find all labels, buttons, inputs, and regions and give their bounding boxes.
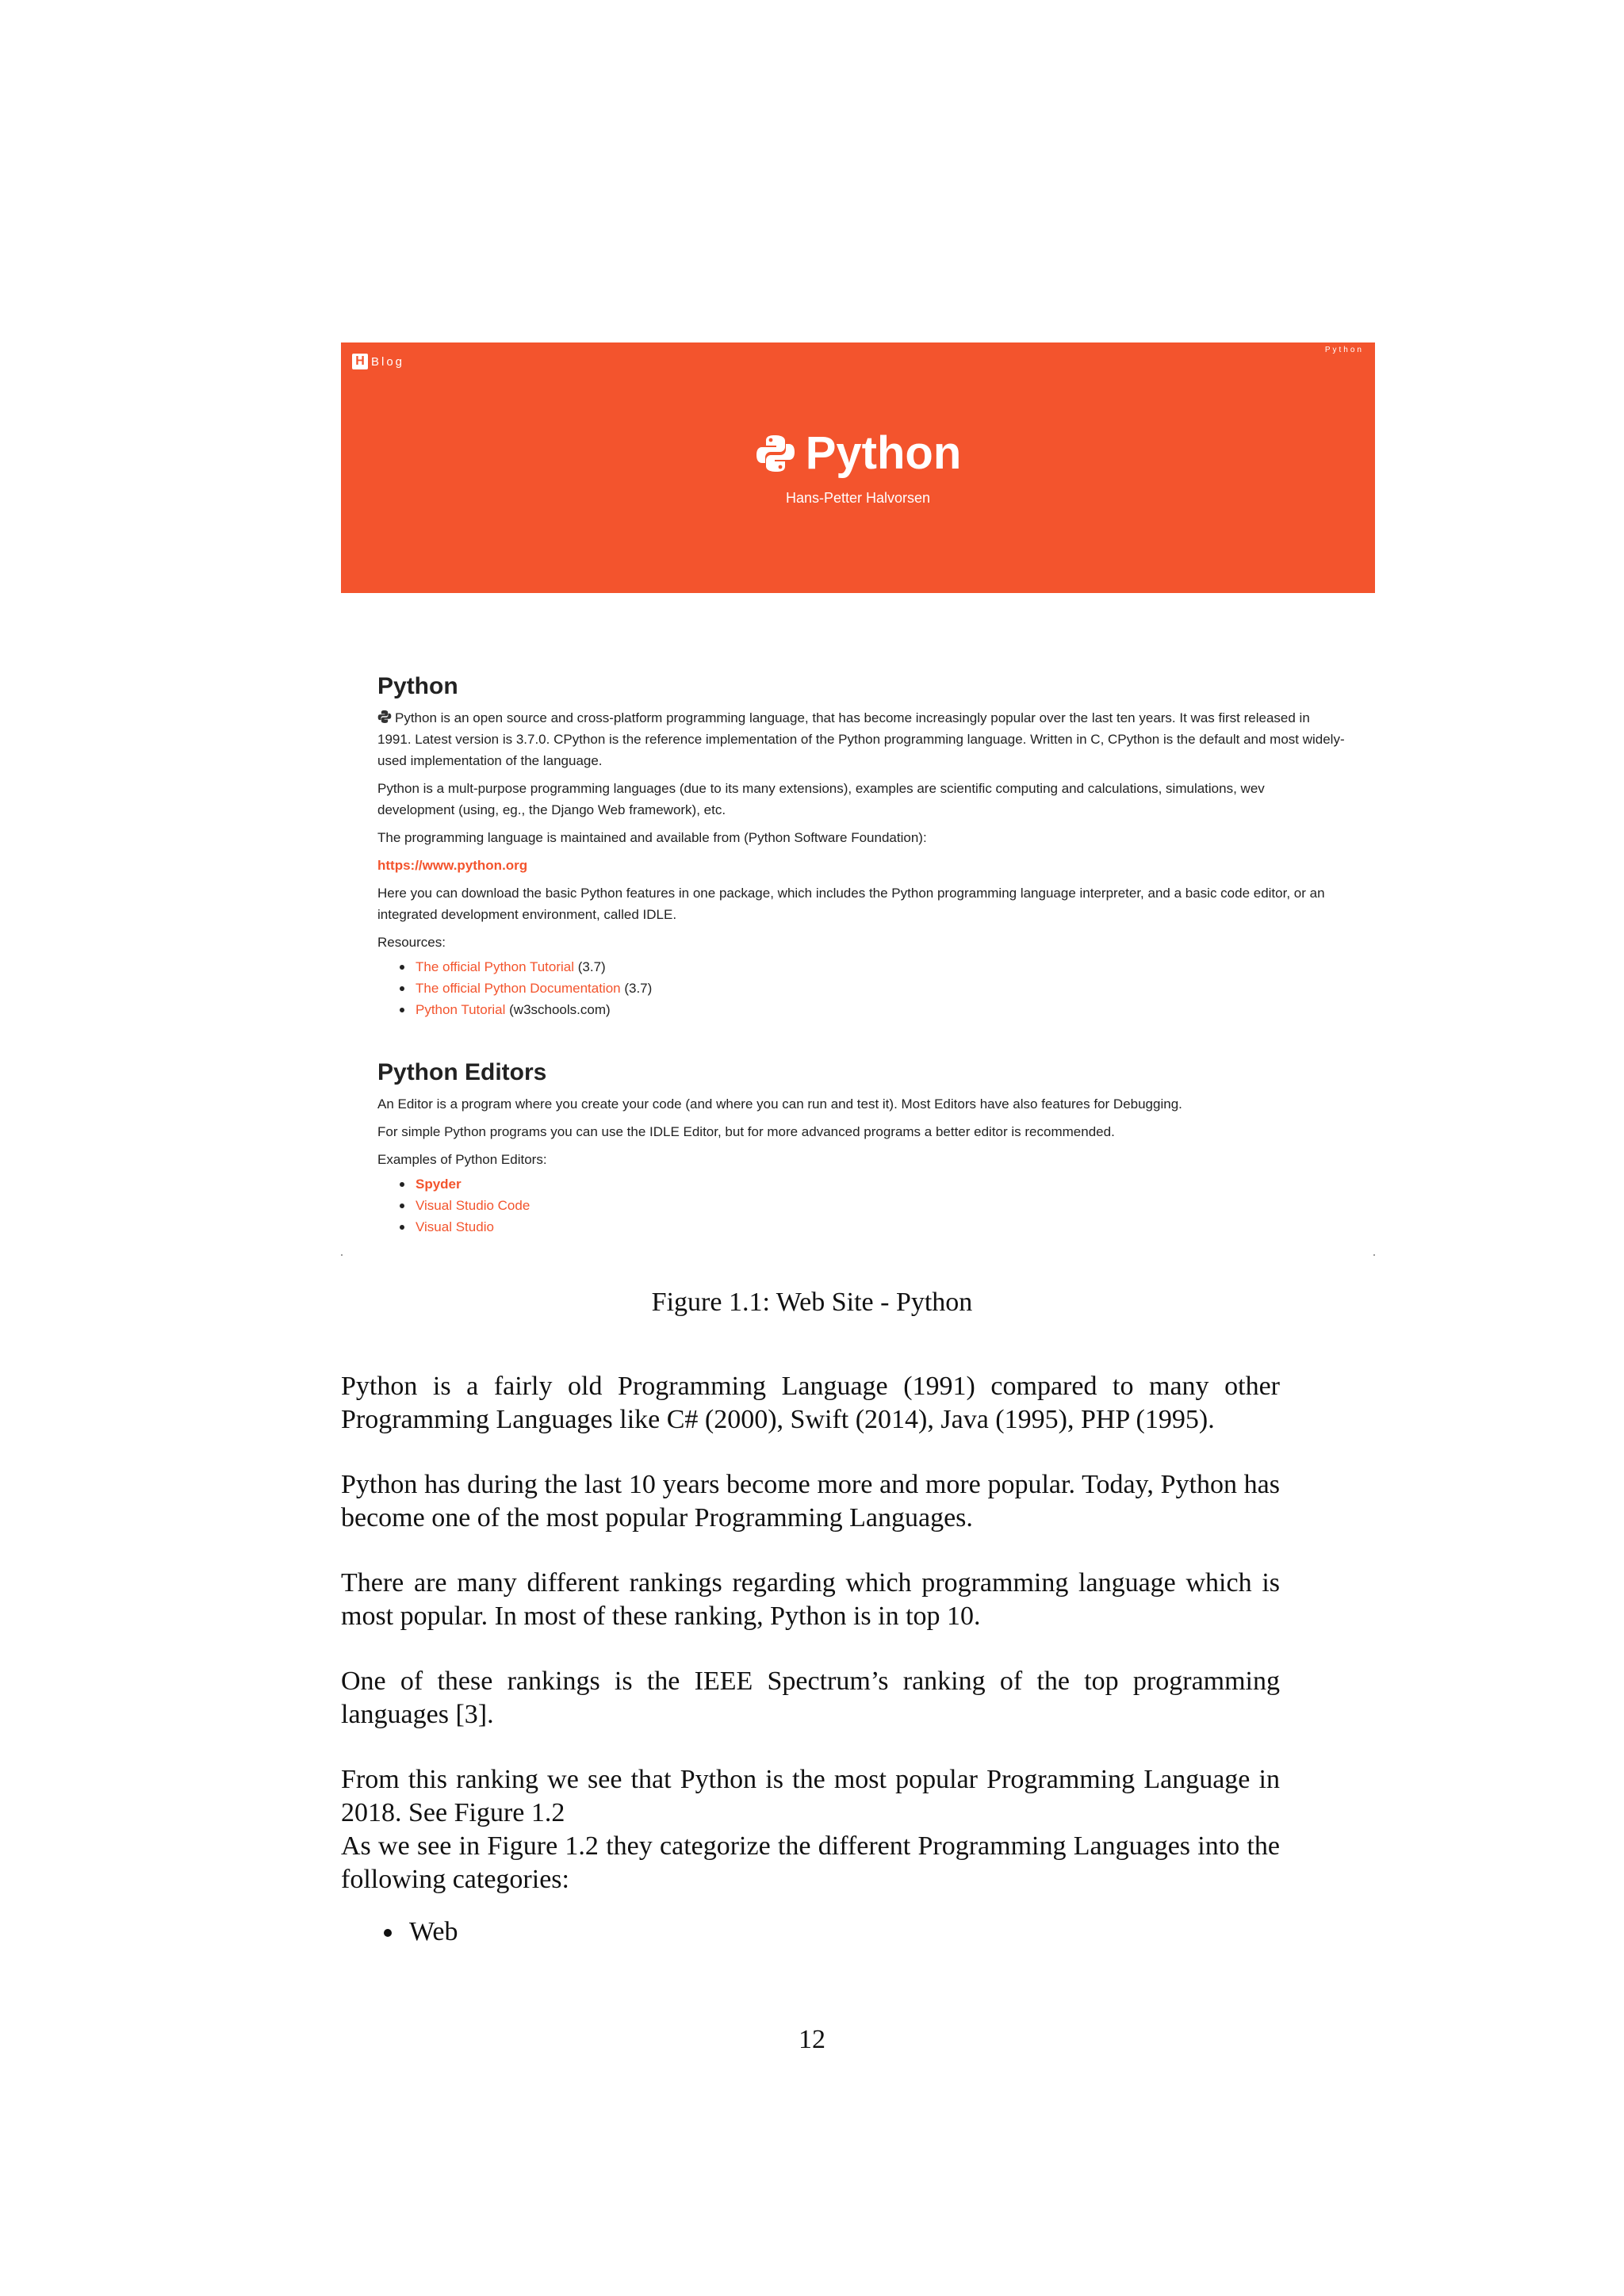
resources-list bbox=[400, 956, 1345, 1020]
site-banner bbox=[341, 342, 1375, 593]
editors-list bbox=[400, 1173, 1345, 1238]
nav-link-python[interactable]: Python bbox=[1324, 346, 1364, 354]
figure-corner-mark bbox=[1373, 1254, 1375, 1256]
editor-link-spyder[interactable]: Spyder bbox=[416, 1177, 462, 1192]
list-item bbox=[400, 1195, 1345, 1216]
editors-label: Examples of Python Editors: bbox=[377, 1152, 547, 1167]
site-paragraph-editor-def: An Editor is a program where you create your code (and where you can run and test it). Most Editors have also features for Debugging. bbox=[377, 1096, 1182, 1112]
resource-link-documentation[interactable]: The official Python Documentation bbox=[416, 981, 621, 996]
paragraph-history: Python is a fairly old Programming Language (1991) compared to many other Programming Languages like C# (2000), Swift (2014), Java (1995), PHP (1995). bbox=[341, 1372, 1280, 1434]
list-item bbox=[400, 1216, 1345, 1238]
categories-list bbox=[341, 1915, 1280, 1949]
resource-suffix: (3.7) bbox=[620, 981, 653, 996]
list-item bbox=[400, 978, 1345, 999]
site-paragraph-intro bbox=[377, 707, 1345, 771]
site-paragraph-download: Here you can download the basic Python features in one package, which includes the Python programming language interpreter, and a basic code editor, or an integrated development environment, called IDLE. bbox=[377, 886, 1325, 922]
figure-caption: Figure 1.1: Web Site - Python bbox=[651, 1288, 973, 1317]
editor-link-vscode[interactable]: Visual Studio Code bbox=[416, 1198, 530, 1213]
paragraph-popularity: Python has during the last 10 years become more and more popular. Today, Python has become one of the most popular Programming Languages. bbox=[341, 1470, 1280, 1533]
list-item bbox=[400, 1173, 1345, 1195]
figure-website-screenshot bbox=[341, 342, 1375, 1256]
site-heading-python: Python bbox=[377, 673, 458, 699]
banner-title bbox=[341, 428, 1375, 479]
h-logo-icon: H bbox=[352, 354, 368, 369]
python-small-icon bbox=[377, 710, 392, 724]
list-item bbox=[400, 999, 1345, 1020]
paragraph-ranking-result: From this ranking we see that Python is the most popular Programming Language in 2018. See Figure 1.2 bbox=[341, 1765, 1280, 1827]
resource-suffix: (3.7) bbox=[574, 959, 606, 974]
list-item bbox=[400, 956, 1345, 978]
list-item: Web bbox=[341, 1915, 1280, 1949]
site-paragraph-maintained: The programming language is maintained and available from (Python Software Foundation): bbox=[377, 830, 927, 845]
python-org-link[interactable]: https://www.python.org bbox=[377, 858, 528, 873]
site-paragraph-intro-text: Python is an open source and cross-platform programming language, that has become increasingly popular over the last ten years. It was first released in 1991. Latest version is 3.7.0. CPython is the reference implementation of the Python programming language. Written in C, CPython is the default and most widely-used implementation of the language. bbox=[377, 710, 1345, 768]
blog-label: Blog bbox=[371, 354, 405, 369]
resource-link-w3schools[interactable]: Python Tutorial bbox=[416, 1002, 506, 1017]
site-heading-editors: Python Editors bbox=[377, 1059, 547, 1085]
paragraph-categories: As we see in Figure 1.2 they categorize the different Programming Languages into the following categories: bbox=[341, 1831, 1280, 1894]
resource-suffix: (w3schools.com) bbox=[505, 1002, 611, 1017]
paragraph-ieee: One of these rankings is the IEEE Spectrum’s ranking of the top programming languages [3]. bbox=[341, 1667, 1280, 1729]
python-logo-icon bbox=[755, 433, 796, 474]
figure-corner-mark bbox=[341, 1254, 343, 1256]
body-text bbox=[341, 1370, 1280, 1949]
site-content bbox=[377, 672, 1345, 1238]
editor-link-visual-studio[interactable]: Visual Studio bbox=[416, 1219, 494, 1234]
resource-link-tutorial[interactable]: The official Python Tutorial bbox=[416, 959, 575, 974]
banner-title-text: Python bbox=[805, 427, 962, 479]
site-paragraph-purpose: Python is a mult-purpose programming languages (due to its many extensions), examples are scientific computing and calculations, simulations, wev development (using, eg., the Django Web framework), etc. bbox=[377, 781, 1265, 817]
site-paragraph-idle: For simple Python programs you can use the IDLE Editor, but for more advanced programs a better editor is recommended. bbox=[377, 1124, 1115, 1139]
paragraph-rankings: There are many different rankings regarding which programming language which is most popular. In most of these ranking, Python is in top 10. bbox=[341, 1568, 1280, 1631]
page-number: 12 bbox=[799, 2025, 825, 2054]
resources-label: Resources: bbox=[377, 935, 446, 950]
blog-logo[interactable] bbox=[352, 354, 404, 369]
banner-author: Hans-Petter Halvorsen bbox=[785, 490, 931, 506]
